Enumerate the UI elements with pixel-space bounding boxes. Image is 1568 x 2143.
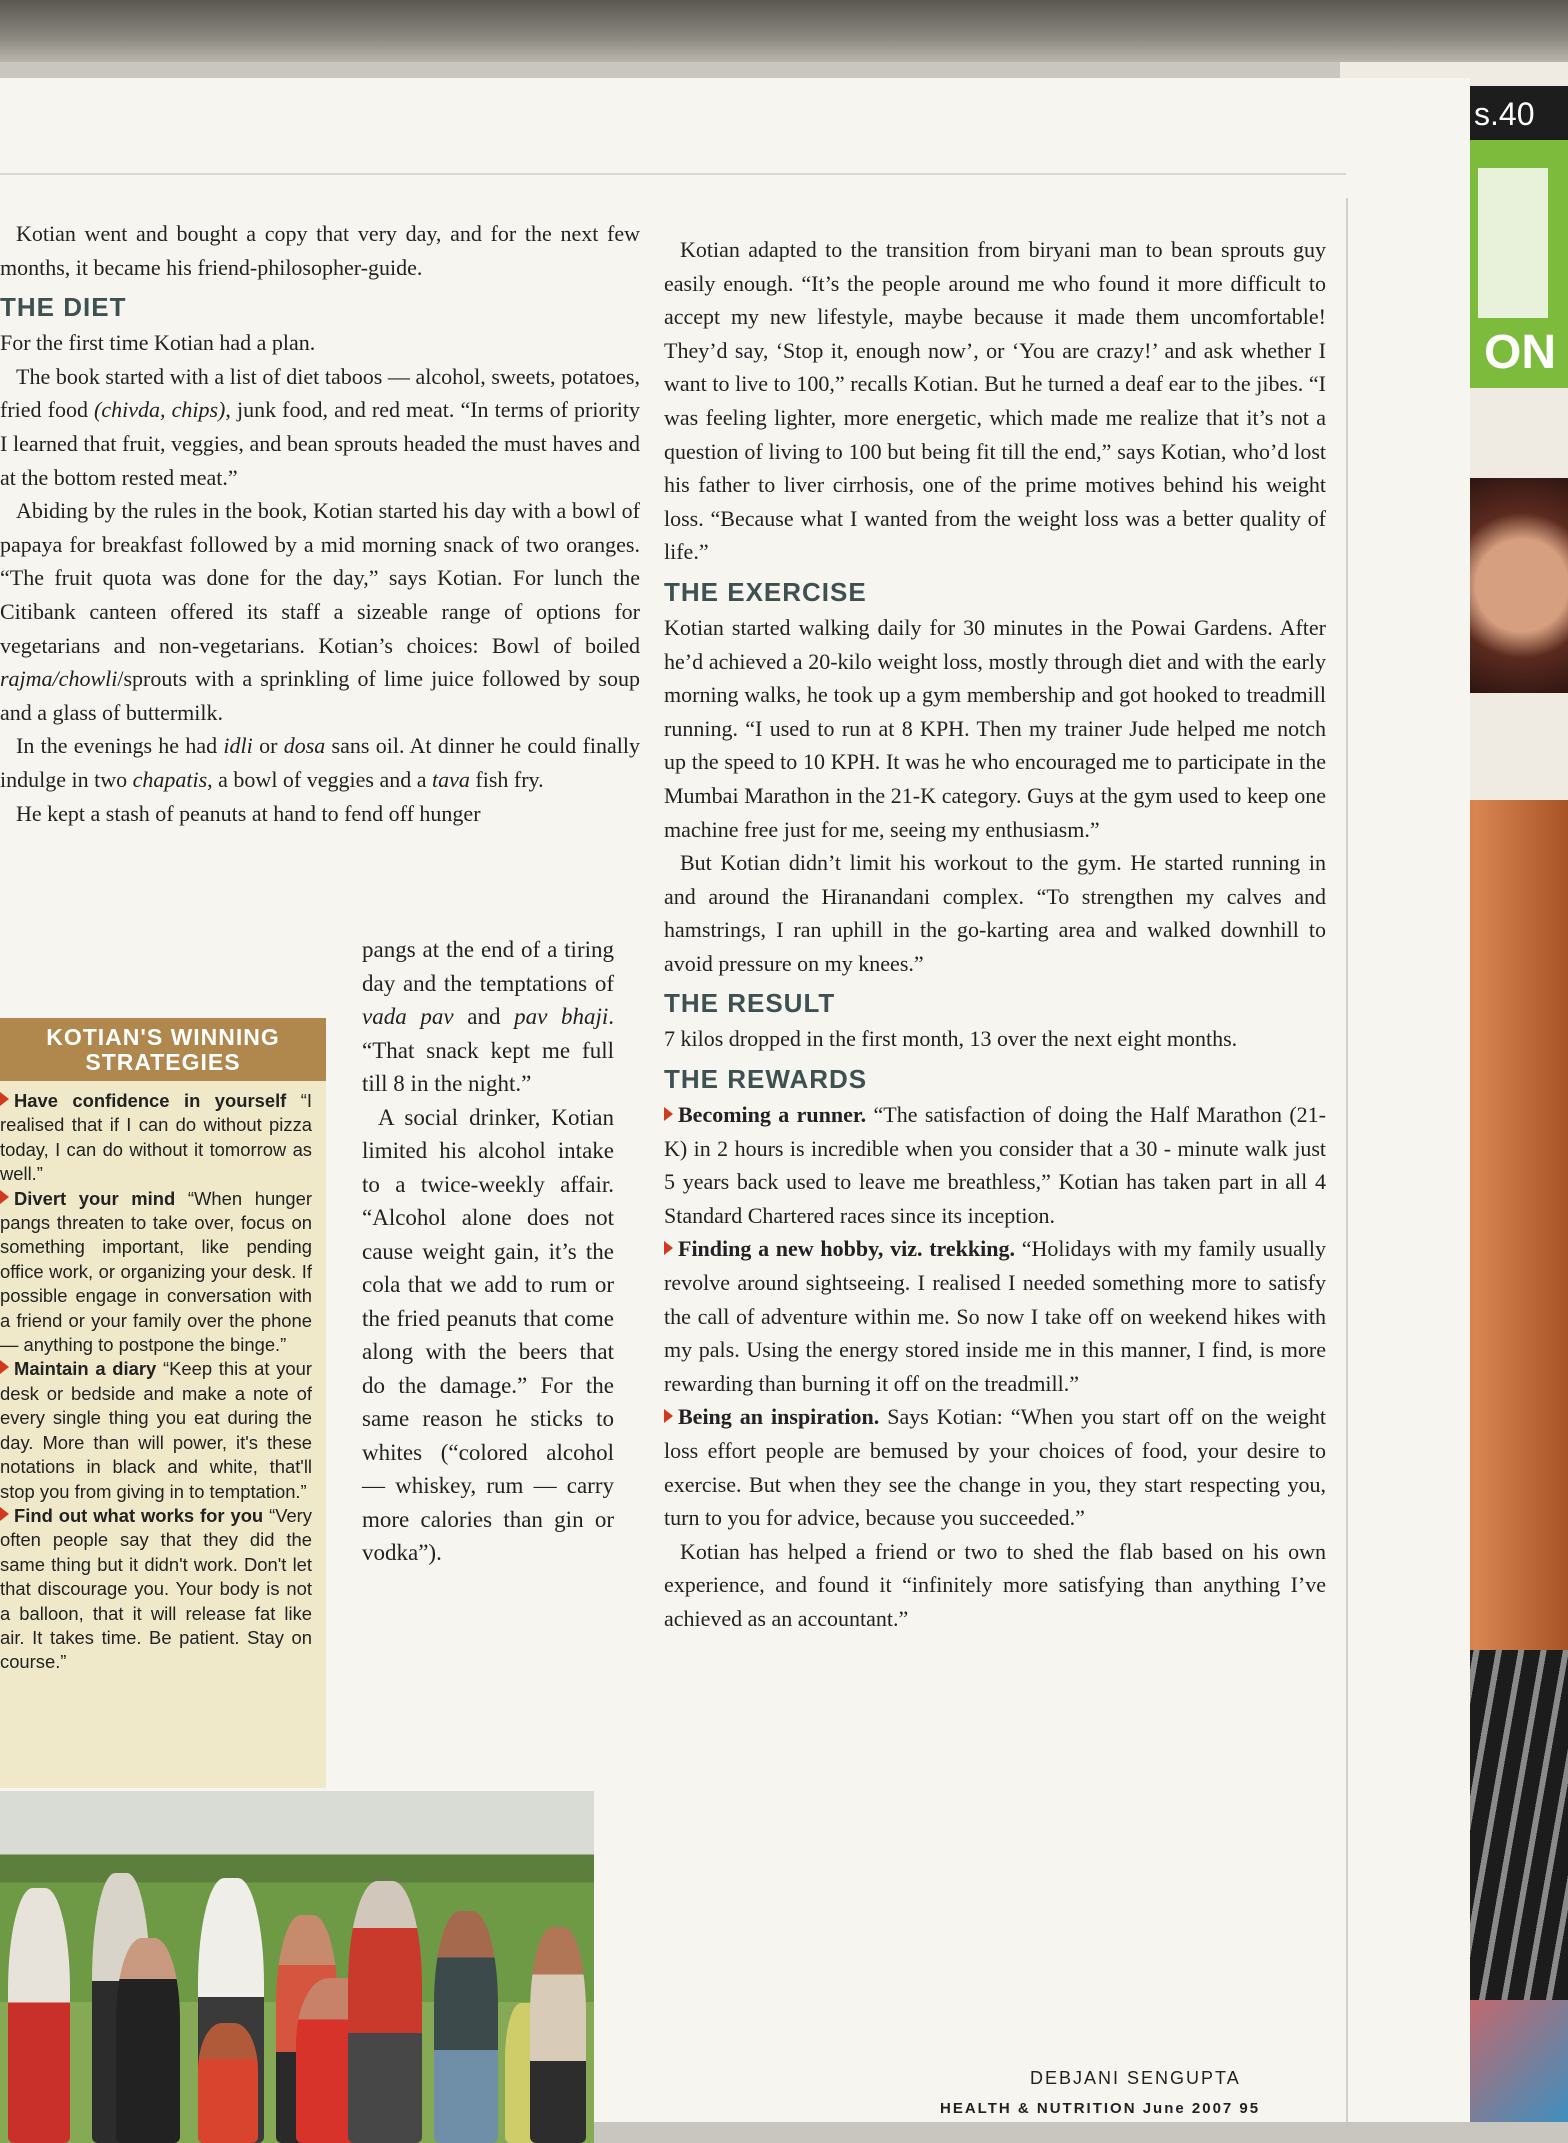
reward-item: Being an inspiration. Says Kotian: “When you start off on the weight loss effort people are bemused by your choices of food, your desire to exercise. But when they see the change in you, they start respecting you, turn to you for advice, because you succeeded.” bbox=[664, 1404, 1327, 1531]
right-paragraph-1: Kotian adapted to the transition from biryani man to bean sprouts guy easily enough. “It’s the people around me who found it more difficult to accept my new lifestyle, maybe because it made them uncomfortable! They’d say, ‘Stop it, enough now’, or ‘You are crazy!’ and ask whether I want to live to 100,” recalls Kotian. But he turned a deaf ear to the jibes. “I was feeling lighter, more energetic, which made me realize that it’s not a question of living to 100 but being fit till the end,” says Kotian, who’d lost his father to liver cirrhosis, one of the prime motives behind his weight loss. “Because what I wanted from the weight loss was a better quality of life.” bbox=[664, 237, 1326, 565]
bullet-arrow-icon bbox=[664, 1409, 673, 1423]
strategies-sidebar bbox=[0, 1018, 326, 1788]
photo-person bbox=[434, 1911, 498, 2143]
diet-paragraph-4: In the evenings he had idli or dosa sans oil. At dinner he could finally indulge in two chapatis, a bowl of veggies and a tava fish fry. bbox=[0, 733, 640, 792]
middle-column bbox=[362, 933, 614, 1570]
intro-paragraph: Kotian went and bought a copy that very day, and for the next few months, it became his friend-philosopher-guide. bbox=[0, 221, 640, 280]
photo-person bbox=[348, 1881, 422, 2143]
exercise-paragraph-2: But Kotian didn’t limit his workout to the gym. He started running in and around the Hiranandani complex. “To strengthen my calves and hamstrings, I ran uphill in the go-karting area and walked downhill to avoid pressure on my knees.” bbox=[664, 850, 1326, 976]
price-fragment: s.40 bbox=[1474, 96, 1535, 132]
bullet-arrow-icon bbox=[664, 1107, 673, 1121]
closing-paragraph: Kotian has helped a friend or two to shed the flab based on his own experience, and found it “infinitely more satisfying than anything I’ve achieved as an accountant.” bbox=[664, 1538, 1326, 1631]
mid-paragraph-1: pangs at the end of a tiring day and the temptations of vada pav and pav bhaji. “That snack kept me full till 8 in the night.” bbox=[362, 937, 614, 1096]
result-paragraph: 7 kilos dropped in the first month, 13 over the next eight months. bbox=[664, 1026, 1238, 1052]
photo-person bbox=[530, 1927, 586, 2143]
diet-heading: THE DIET bbox=[0, 292, 127, 323]
bullet-arrow-icon bbox=[664, 1241, 673, 1255]
strategy-item: Maintain a diary “Keep this at your desk or bedside and make a note of every single thing you eat during the day. More than will power, it's these notations in black and white, that'll stop you from giving in to temptation.” bbox=[0, 1358, 312, 1502]
bullet-arrow-icon bbox=[0, 1190, 9, 1204]
bullet-arrow-icon bbox=[0, 1507, 9, 1521]
reward-item: Finding a new hobby, viz. trekking. “Holidays with my family usually revolve around sightseeing. I realised I needed something more to satisfy the call of adventure within me. So now I take off on weekend hikes with my pals. Using the energy stored inside me in this manner, I find, is more rewarding than burning it off on the treadmill.” bbox=[664, 1236, 1326, 1396]
reward-item: Becoming a runner. “The satisfaction of doing the Half Marathon (21-K) in 2 hours is incredible when you consider that a 30 - minute walk just 5 years back used to leave me breathless,” Kotian has taken part in all 4 Standard Chartered races since its inception. bbox=[664, 1102, 1327, 1228]
sidebar-body bbox=[0, 1081, 326, 1675]
mid-paragraph-2: A social drinker, Kotian limited his alcohol intake to a twice-weekly affair. “Alcohol alone does not cause weight gain, it’s the cola that we add to rum or the fried peanuts that come along with the beers that do the damage.” For the same reason he sticks to whites (“colored alcohol — whiskey, rum — carry more calories than gin or vodka”). bbox=[362, 1104, 614, 1565]
top-rule bbox=[0, 173, 1346, 175]
page-edge-rule bbox=[1346, 198, 1348, 2122]
bullet-arrow-icon bbox=[0, 1092, 9, 1106]
bullet-arrow-icon bbox=[0, 1360, 9, 1374]
article-page bbox=[0, 78, 1470, 2122]
strategy-item: Divert your mind “When hunger pangs threaten to take over, focus on something important, like pending office work, or organizing your desk. If possible engage in conversation with a friend or your family over the phone — anything to postpone the binge.” bbox=[0, 1187, 312, 1356]
left-column bbox=[0, 217, 640, 830]
rewards-heading: THE REWARDS bbox=[664, 1064, 868, 1095]
author-byline: DEBJANI SENGUPTA bbox=[1030, 2068, 1241, 2088]
right-column bbox=[664, 233, 1326, 1636]
sidebar-heading: KOTIAN'S WINNING STRATEGIES bbox=[0, 1018, 326, 1081]
exercise-heading: THE EXERCISE bbox=[664, 576, 867, 607]
diet-paragraph-5: He kept a stash of peanuts at hand to fend off hunger bbox=[16, 800, 481, 826]
diet-paragraph-2: The book started with a list of diet taboos — alcohol, sweets, potatoes, fried food (chivda, chips), junk food, and red meat. “In terms of priority I learned that fruit, veggies, and bean sprouts headed the must haves and at the bottom rested meat.” bbox=[0, 363, 641, 490]
exercise-paragraph-1: Kotian started walking daily for 30 minutes in the Powai Gardens. After he’d achieved a 20-kilo weight loss, mostly through diet and with the early morning walks, he took up a gym membership and got hooked to treadmill running. “I used to run at 8 KPH. Then my trainer Jude helped me notch up the speed to 10 KPH. It was he who encouraged me to participate in the Mumbai Marathon in the 21-K category. Guys at the gym used to keep one machine free just for me, seeing my enthusiasm.” bbox=[664, 614, 1326, 842]
scan-top-border bbox=[0, 0, 1568, 62]
cover-face-image bbox=[1466, 478, 1568, 693]
diet-paragraph-3: Abiding by the rules in the book, Kotian started his day with a bowl of papaya for breakfast followed by a mid morning snack of two oranges. “The fruit quota was done for the day,” says Kotian. For lunch the Citibank canteen offered its staff a sizeable range of options for vegetarians and non-vegetarians. Kotian’s choices: Bowl of boiled rajma/chowli/sprouts with a sprinkling of lime juice followed by soup and a glass of buttermilk. bbox=[0, 498, 640, 725]
trekking-group-photo bbox=[0, 1791, 594, 2143]
page-footer: HEALTH & NUTRITION June 2007 95 bbox=[940, 2100, 1261, 2117]
strategy-item: Find out what works for you “Very often people say that they did the same thing but it didn't work. Don't let that discourage you. Your body is not a balloon, that it will release fat like air. It takes time. Be patient. Stay on course.” bbox=[0, 1504, 312, 1673]
result-heading: THE RESULT bbox=[664, 988, 836, 1019]
photo-person bbox=[8, 1888, 70, 2143]
photo-person bbox=[198, 2023, 258, 2143]
cover-green-inner bbox=[1478, 168, 1548, 328]
strategy-item: Have confidence in yourself “I realised that if I can do without pizza today, I can do without it tomorrow as well.” bbox=[0, 1090, 313, 1185]
photo-person bbox=[116, 1938, 180, 2143]
diet-paragraph-1: For the first time Kotian had a plan. bbox=[0, 330, 316, 356]
cover-fragment-text: ON bbox=[1484, 326, 1556, 379]
